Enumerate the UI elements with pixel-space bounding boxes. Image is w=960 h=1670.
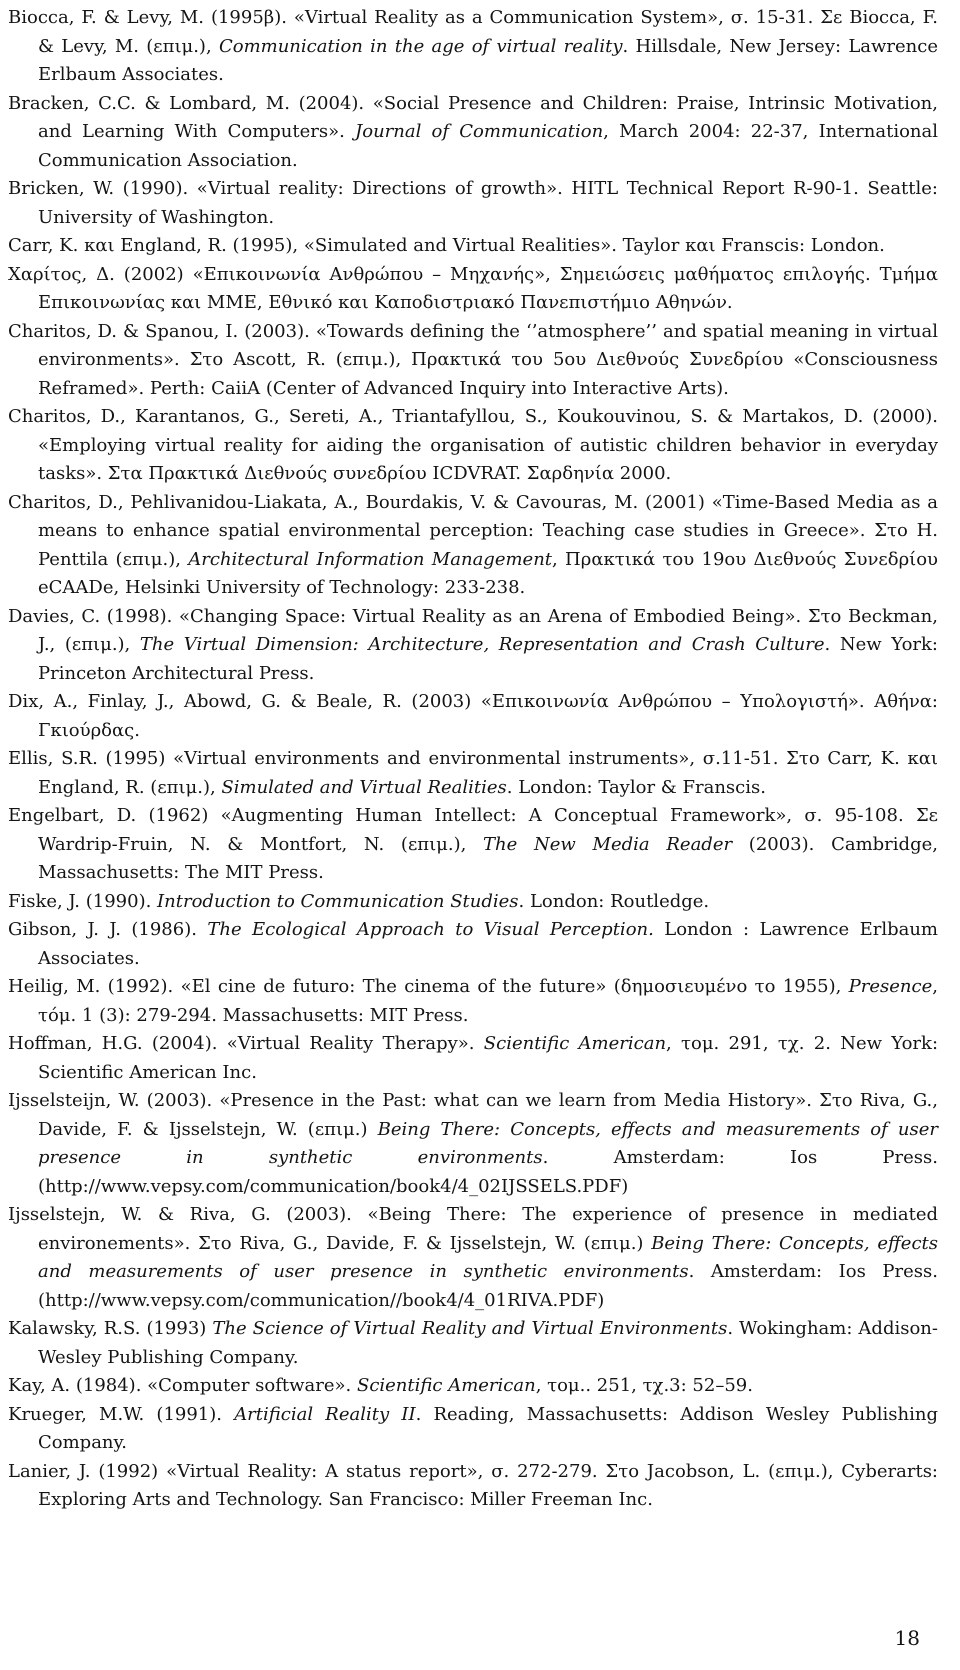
reference-text: . Wokingham: Addison-Wesley Publishing Company. [38, 1318, 938, 1368]
reference-text: . London: Routledge. [518, 890, 710, 912]
reference-text: Lanier, J. (1992) «Virtual Reality: A status report», σ. 272-279. Στο Jacobson, L. (επιμ.), Cyberarts: Exploring Arts and Technology. San Francisco: Miller Freeman Inc. [8, 1460, 938, 1510]
reference-text: , March 2004: 22-37, International Communication Association. [38, 121, 938, 171]
reference-title-italic: Introduction to Communication Studies [157, 890, 519, 912]
reference-text: Ellis, S.R. (1995) «Virtual environments and environmental instruments», σ.11-51. Στο Carr, K. και England, R. (επιμ.), [8, 748, 938, 798]
reference-text: (2003). Cambridge, Massachusetts: The MIT Press. [38, 833, 938, 883]
reference-text: , τόμ. 1 (3): 279-294. Massachusetts: MIT Press. [38, 976, 938, 1026]
reference-title-italic: Simulated and Virtual Realities [221, 776, 507, 798]
reference-entry [8, 318, 938, 404]
reference-text: Krueger, M.W. (1991). [8, 1403, 235, 1425]
reference-text: Bracken, C.C. & Lombard, M. (2004). «Social Presence and Children: Praise, Intrinsic Motivation, and Learning With Computers». [8, 92, 938, 142]
reference-title-italic: The New Media Reader [483, 833, 733, 855]
reference-text: Engelbart, D. (1962) «Augmenting Human Intellect: A Conceptual Framework», σ. 95-108. Σε Wardrip-Fruin, N. & Montfort, N. (επιμ.), [8, 805, 938, 855]
reference-text: Biocca, F. & Levy, M. (1995β). «Virtual Reality as a Communication System» [8, 7, 719, 28]
reference-text: Charitos, D., Pehlivanidou-Liakata, A., Bourdakis, V. & Cavouras, M. (2001) «Time-Based Media as a means to enhance spatial environmental perception: Teaching case studies in Greece». Στο Η. Penttila (επιμ.), [8, 491, 938, 570]
reference-title-italic: Presence [848, 976, 933, 997]
reference-entry [8, 175, 938, 232]
reference-text: . Amsterdam: Ios Press. (http://www.vepsy.com/communication//book4/4_01RIVA.PDF) [38, 1261, 938, 1311]
reference-list [8, 4, 938, 1515]
reference-text: , τομ. 291, τχ. 2. New York: Scientific American Inc. [38, 1033, 939, 1083]
reference-title-italic: The Science of Virtual Reality and Virtual Environments [212, 1318, 728, 1339]
reference-title-italic: Being There: Concepts, effects and measurements of user presence in synthetic environments [38, 1118, 938, 1168]
reference-title-italic: Scientific American [356, 1375, 536, 1396]
reference-text: Carr, K. και England, R. (1995), «Simulated and Virtual Realities». Taylor και Franscis: London. [8, 235, 885, 256]
reference-entry [8, 1458, 938, 1515]
reference-entry [8, 403, 938, 489]
reference-entry [8, 603, 938, 689]
reference-entry [8, 1030, 938, 1087]
reference-text: . Reading, Massachusetts: Addison Wesley Publishing Company. [38, 1403, 938, 1453]
reference-entry [8, 1315, 938, 1372]
reference-entry [8, 1087, 938, 1201]
reference-text: Davies, C. (1998). «Changing Space: Virtual Reality as an Arena of Embodied Being». Στο Beckman, J., (επιμ.), [8, 605, 938, 655]
reference-title-italic: Being There: Concepts, effects and measurements of user presence in synthetic environments [38, 1232, 938, 1282]
reference-entry [8, 4, 938, 90]
reference-text: . Hillsdale, New Jersey: Lawrence Erlbaum Associates. [38, 35, 939, 85]
reference-text: , τομ.. 251, τχ.3: 52–59. [535, 1375, 753, 1396]
reference-entry [8, 745, 938, 802]
reference-title-italic: Artificial Reality II [234, 1403, 416, 1425]
reference-text: Kay, A. (1984). «Computer software». [8, 1375, 357, 1396]
reference-text: Bricken, W. (1990). «Virtual reality: Directions of growth». HITL Technical Report R-90-1. Seattle: University of Washington. [8, 178, 938, 228]
reference-text: Fiske, J. (1990). [8, 890, 158, 912]
reference-title-italic: Scientific American [483, 1033, 667, 1054]
reference-text: Ijsselsteijn, W. (2003). «Presence in the Past: what can we learn from Media History». Στο Riva, G., Davide, F. & Ijsselstejn, W. (επιμ.) [8, 1090, 938, 1140]
reference-text: Kalawsky, R.S. (1993) [8, 1318, 213, 1339]
reference-text: Ijsselstejn, W. & Riva, G. (2003). «Being There: The experience of presence in mediated environements». Στο Riva, G., Davide, F. & Ijsselstejn, W. (επιμ.) [8, 1204, 938, 1254]
reference-text: Heilig, M. (1992). «El cine de futuro: The cinema of the future» (δημοσιευμένο το 1955), [8, 976, 849, 997]
page-number: 18 [894, 1626, 920, 1650]
reference-entry [8, 973, 938, 1030]
reference-title-italic: Journal of Communication [355, 121, 604, 142]
reference-entry [8, 916, 938, 973]
reference-entry [8, 1372, 938, 1401]
reference-entry [8, 802, 938, 888]
reference-text: . Amsterdam: Ios Press. (http://www.vepsy.com/communication/book4/4_02IJSSELS.PDF) [38, 1147, 938, 1197]
reference-title-italic: The Ecological Approach to Visual Perception. [207, 919, 654, 940]
reference-text: , Πρακτικά του 19ου Διεθνούς Συνεδρίου eCAADe, Helsinki University of Technology: 233-238. [38, 548, 938, 598]
reference-title-italic: Communication in the age of virtual reality [218, 35, 623, 57]
reference-title-italic: Architectural Information Management [188, 548, 553, 570]
reference-text: Dix, A., Finlay, J., Abowd, G. & Beale, R. (2003) «Επικοινωνία Ανθρώπου – Υπολογιστή». Αθήνα: Γκιούρδας. [8, 691, 938, 741]
reference-text: . New York: Princeton Architectural Press. [38, 634, 938, 684]
reference-entry [8, 1401, 938, 1458]
reference-text: Hoffman, H.G. (2004). «Virtual Reality Therapy». [8, 1033, 484, 1054]
reference-text: . London: Taylor & Franscis. [506, 776, 766, 798]
reference-entry [8, 261, 938, 318]
reference-entry [8, 232, 938, 261]
reference-text: Charitos, D., Karantanos, G., Sereti, A., Triantafyllou, S., Koukouvinou, S. & Martakos, D. (2000). «Employing virtual reality for aiding the organisation of autistic children behavior in everyday tasks». Στα Πρακτικά Διεθνούς συνεδρίου ICDVRAT. Σαρδηνία 2000. [8, 406, 938, 484]
reference-entry [8, 688, 938, 745]
reference-text: London : Lawrence Erlbaum Associates. [38, 919, 938, 969]
reference-text: , σ. 15-31. Σε Biocca, F. & Levy, M. (επιμ.), [38, 7, 938, 57]
reference-text: Χαρίτος, Δ. (2002) «Επικοινωνία Ανθρώπου – Μηχανής», Σημειώσεις μαθήματος επιλογής. Τμήμα Επικοινωνίας και ΜΜΕ, Εθνικό και Καποδιστριακό Πανεπιστήμιο Αθηνών. [8, 263, 938, 313]
reference-entry [8, 1201, 938, 1315]
reference-entry [8, 489, 938, 603]
reference-text: Charitos, D. & Spanou, I. (2003). «Towards defining the ‘’atmosphere’’ and spatial meaning in virtual environments». Στο Ascott, R. (επιμ.), Πρακτικά του 5ου Διεθνούς Συνεδρίου «Consciousness Reframed». Perth: CaiiA (Center of Advanced Inquiry into Interactive Arts). [8, 320, 938, 399]
reference-title-italic: The Virtual Dimension: Architecture, Representation and Crash Culture [139, 634, 825, 655]
reference-entry [8, 888, 938, 917]
reference-text: Gibson, J. J. (1986). [8, 919, 208, 940]
reference-entry [8, 90, 938, 176]
